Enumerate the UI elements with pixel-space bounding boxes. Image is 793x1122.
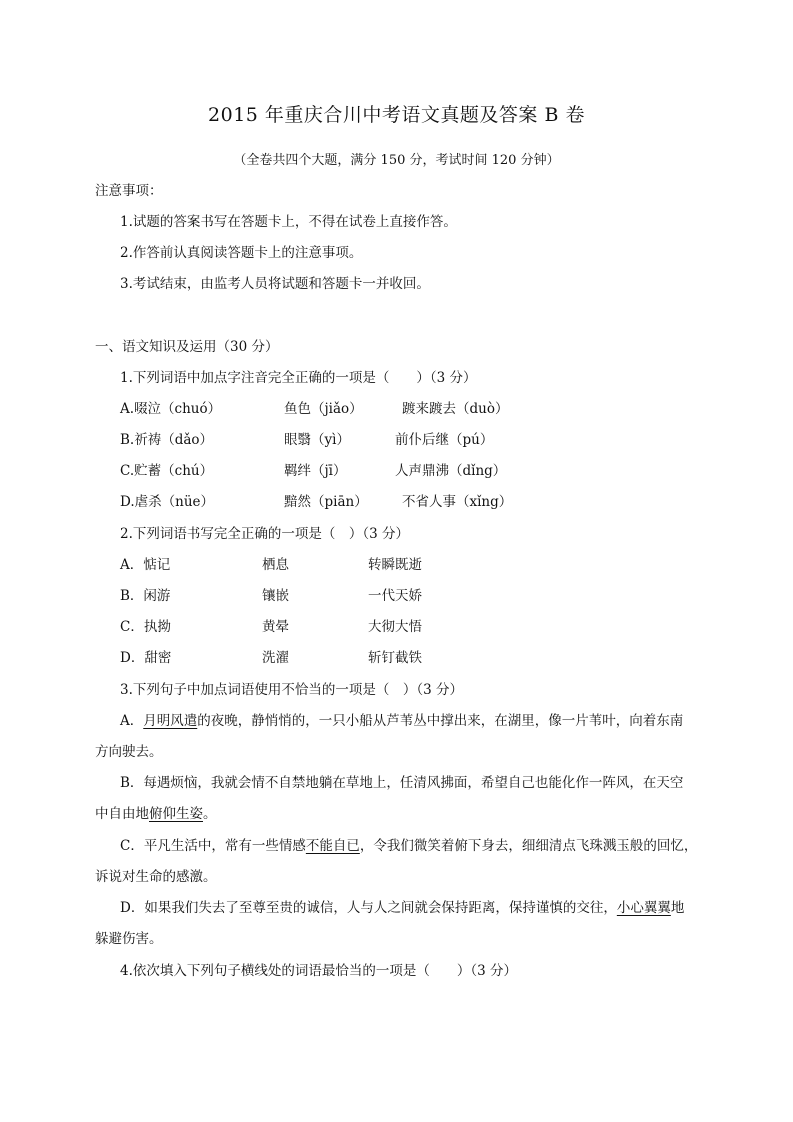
q3-option-b-prefix: 中自由地 — [95, 806, 149, 822]
q1-option-a-word1: A.啜泣（chuó） — [120, 401, 222, 417]
q1-option-b-word3: 前仆后继（pú） — [395, 432, 494, 448]
q3-option-d-phrase: 小心翼翼 — [616, 900, 671, 916]
q2-option-d-word1: D．甜密 — [120, 650, 172, 666]
q1-option-c-word1: C.贮蓄（chú） — [120, 463, 214, 479]
q3-option-a-phrase: 月明风遣 — [143, 713, 198, 729]
q1-option-a-word2: 鱼色（jiǎo） — [284, 401, 363, 417]
q2-option-c-word1: C．执拗 — [120, 619, 171, 635]
q2-option-a-word3: 转瞬既逝 — [368, 557, 422, 573]
q3-option-d-line2: 躲避伤害。 — [95, 931, 163, 947]
q1-option-d-word2: 黯然（piān） — [284, 494, 368, 510]
q1-option-c-word2: 羁绊（jī） — [284, 463, 347, 479]
q1-option-d-word3: 不省人事（xǐng） — [402, 494, 513, 510]
q2-option-c-word3: 大彻大悟 — [368, 619, 422, 635]
question-4-stem: 4.依次填入下列句子横线处的词语最恰当的一项是（ ）（3 分） — [120, 963, 518, 979]
notice-heading: 注意事项： — [95, 183, 163, 199]
q3-option-c-line2: 诉说对生命的感激。 — [95, 869, 217, 885]
q1-option-c-word3: 人声鼎沸（dǐng） — [395, 463, 507, 479]
question-1-stem: 1.下列词语中加点字注音完全正确的一项是（ ）（3 分） — [120, 370, 477, 386]
notice-item-2: 2.作答前认真阅读答题卡上的注意事项。 — [120, 245, 363, 261]
q1-option-d-word1: D.虐杀（nüe） — [120, 494, 215, 510]
q2-option-a-word1: A．惦记 — [120, 557, 171, 573]
question-3-stem: 3.下列句子中加点词语使用不恰当的一项是（ ）（3 分） — [120, 682, 464, 698]
q3-option-a-line1 — [120, 712, 683, 730]
q2-option-b-word1: B．闲游 — [120, 588, 171, 604]
notice-item-1: 1.试题的答案书写在答题卡上，不得在试卷上直接作答。 — [120, 214, 457, 230]
q3-option-b-phrase: 俯仰生姿 — [149, 806, 203, 822]
q3-option-b-line1: B．每遇烦恼，我就会情不自禁地躺在草地上，任清风拂面，希望自己也能化作一阵风，在天空 — [120, 775, 684, 791]
notice-item-3: 3.考试结束，由监考人员将试题和答题卡一并收回。 — [120, 276, 430, 292]
q2-option-b-word3: 一代天娇 — [368, 588, 422, 604]
q3-option-c-text: ，令我们微笑着俯下身去，细细清点飞珠溅玉般的回忆， — [359, 838, 698, 854]
q1-option-b-word1: B.祈祷（dǎo） — [120, 432, 214, 448]
q3-option-c-prefix: C．平凡生活中，常有一些情感 — [120, 838, 306, 854]
q2-option-d-word3: 斩钉截铁 — [368, 650, 422, 666]
q2-option-d-word2: 洗濯 — [262, 650, 289, 666]
q3-option-a-line2: 方向驶去。 — [95, 744, 163, 760]
q3-option-d-suffix: 地 — [670, 900, 685, 916]
q2-option-a-word2: 栖息 — [262, 557, 289, 573]
q2-option-c-word2: 黄晕 — [262, 619, 289, 635]
q1-option-a-word3: 踱来踱去（duò） — [402, 401, 509, 417]
q3-option-a-text: 的夜晚，静悄悄的，一只小船从芦苇丛中撑出来，在湖里，像一片苇叶，向着东南 — [197, 713, 684, 729]
q3-option-d-prefix: D．如果我们失去了至尊至贵的诚信，人与人之间就会保持距离，保持谨慎的交往， — [120, 900, 617, 916]
q3-option-c-phrase: 不能自已 — [305, 838, 360, 854]
question-2-stem: 2.下列词语书写完全正确的一项是（ ）（3 分） — [120, 526, 410, 542]
q3-option-d-line1 — [120, 899, 684, 917]
exam-title: 2015 年重庆合川中考语文真题及答案 B 卷 — [208, 104, 585, 126]
q3-option-c-line1 — [120, 837, 697, 855]
q3-option-b-suffix: 。 — [203, 806, 217, 822]
q2-option-b-word2: 镶嵌 — [262, 588, 289, 604]
q1-option-b-word2: 眼翳（yì） — [284, 432, 350, 448]
q3-option-a-prefix: A． — [120, 713, 144, 729]
q3-option-b-line2 — [95, 805, 217, 823]
section-1-heading: 一、语文知识及运用（30 分） — [95, 339, 279, 355]
exam-subtitle: （全卷共四个大题，满分 150 分，考试时间 120 分钟） — [233, 153, 560, 168]
